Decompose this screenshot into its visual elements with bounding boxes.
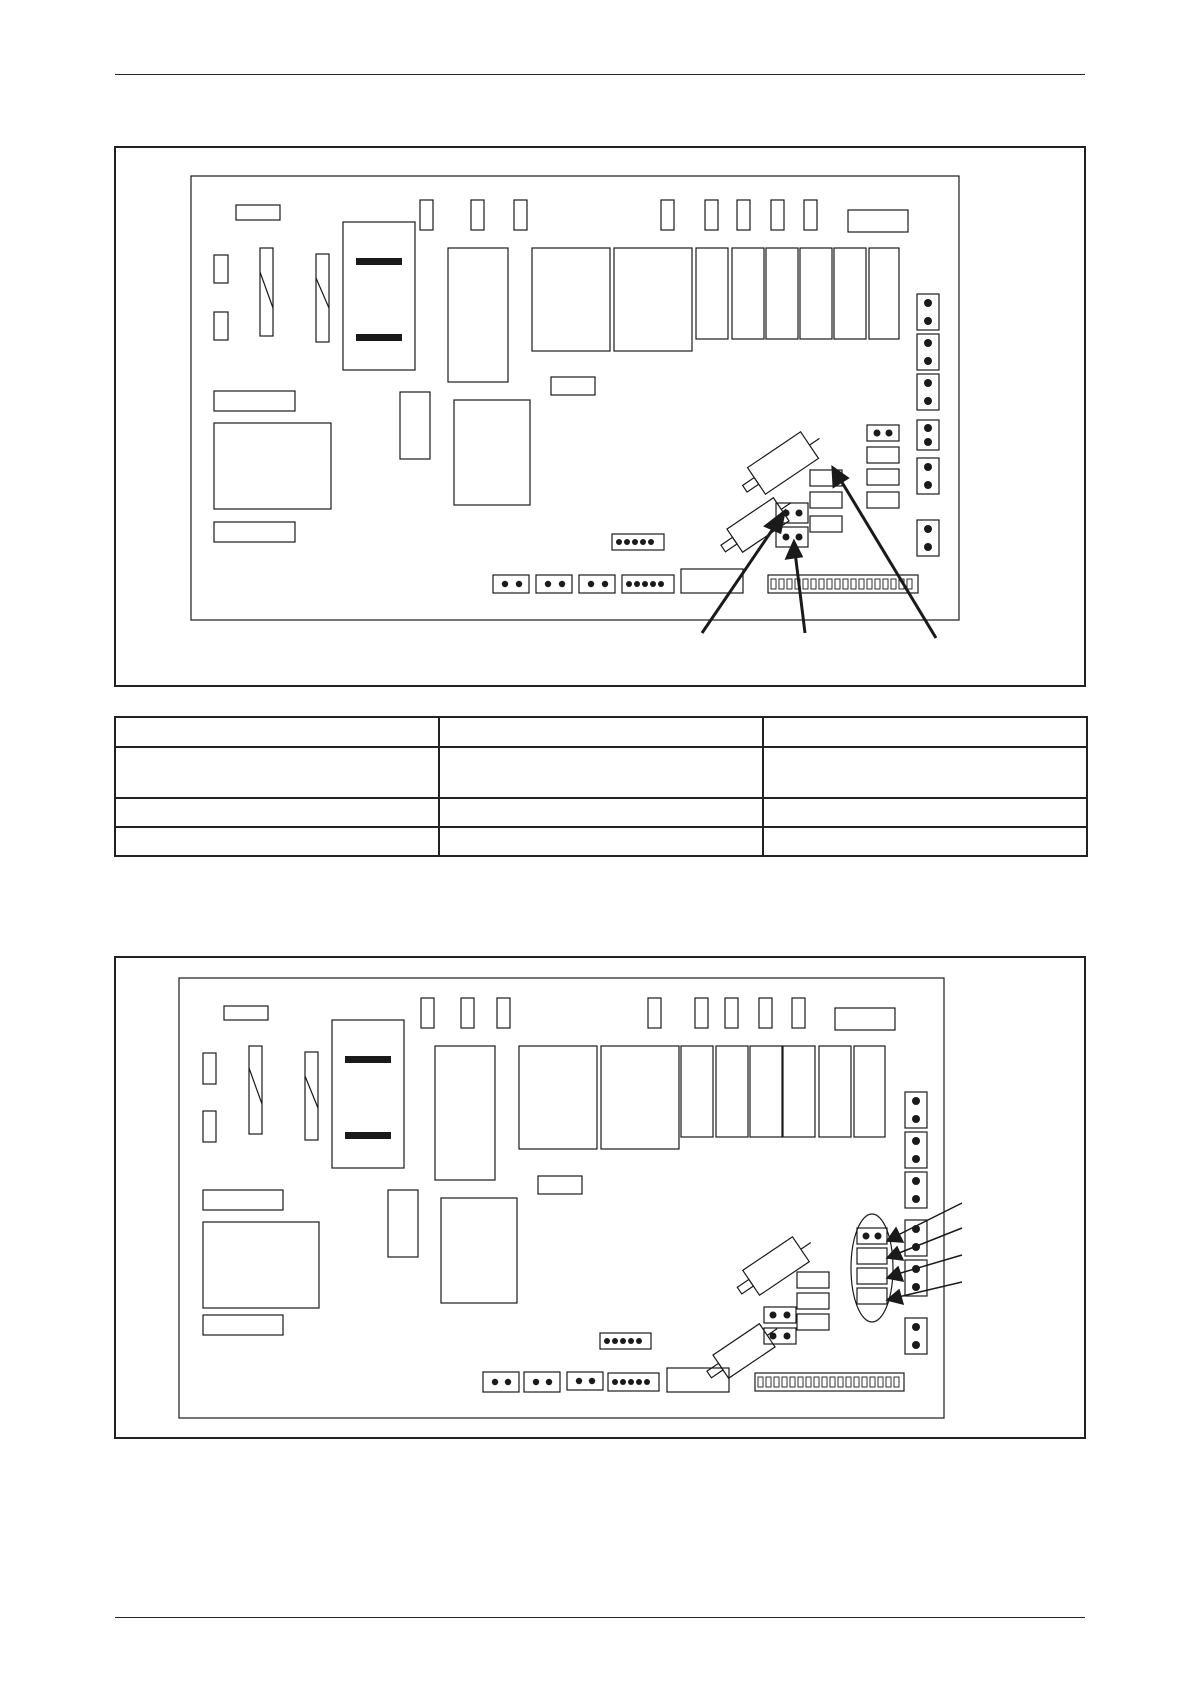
relay xyxy=(783,1046,815,1137)
label-block xyxy=(203,1190,283,1210)
relay xyxy=(532,248,610,351)
fuse xyxy=(249,1046,262,1134)
relay-terminal xyxy=(759,998,772,1028)
header-rule xyxy=(115,74,1085,75)
connector xyxy=(524,1372,560,1392)
component-block xyxy=(214,423,331,509)
relay-terminal xyxy=(471,200,484,230)
table-row xyxy=(115,717,1087,747)
relay-terminal xyxy=(804,200,817,230)
connector xyxy=(536,575,572,593)
label-block xyxy=(551,377,595,395)
connector xyxy=(483,1372,519,1392)
relay xyxy=(766,248,798,339)
relay xyxy=(800,248,832,339)
relay xyxy=(834,248,866,339)
label-block xyxy=(214,391,295,411)
table-cell xyxy=(439,798,763,827)
connector xyxy=(567,1372,603,1390)
relay-terminal xyxy=(420,200,433,230)
label-block xyxy=(236,205,280,220)
relay xyxy=(854,1046,885,1137)
pcb-board xyxy=(179,978,944,1418)
dip-switch xyxy=(797,1293,829,1309)
component xyxy=(400,392,430,459)
relay xyxy=(519,1046,597,1149)
relay-terminal xyxy=(792,998,805,1028)
table-cell xyxy=(763,747,1087,798)
relay-terminal xyxy=(661,200,674,230)
arrow-line xyxy=(894,1282,962,1298)
figure-1-frame xyxy=(114,146,1086,687)
relay xyxy=(750,1046,782,1137)
dip-switch xyxy=(797,1272,829,1288)
table-cell xyxy=(115,827,439,856)
arrow-line xyxy=(894,1255,962,1275)
pcb-board xyxy=(191,176,959,620)
connector xyxy=(848,210,908,232)
relay-terminal xyxy=(771,200,784,230)
fuse xyxy=(316,254,329,342)
table-row xyxy=(115,798,1087,827)
dip-switch xyxy=(867,447,899,463)
component xyxy=(203,1111,216,1142)
relay xyxy=(601,1046,679,1149)
dip-switch xyxy=(857,1248,887,1264)
table-cell xyxy=(763,827,1087,856)
label-block xyxy=(224,1006,268,1020)
table-cell xyxy=(439,717,763,747)
relay-terminal xyxy=(421,998,434,1028)
component xyxy=(388,1190,418,1257)
component-block xyxy=(203,1222,319,1308)
arrow-line xyxy=(840,479,936,638)
component xyxy=(203,1053,216,1084)
pcb-diagram-1 xyxy=(116,148,1088,689)
transformer xyxy=(332,1020,404,1168)
relay xyxy=(819,1046,851,1137)
table-row xyxy=(115,827,1087,856)
relay-terminal xyxy=(725,998,738,1028)
relay xyxy=(681,1046,713,1137)
component-block xyxy=(454,400,530,505)
relay-terminal xyxy=(461,998,474,1028)
footer-rule xyxy=(115,1617,1085,1618)
relay xyxy=(435,1046,495,1180)
relay xyxy=(696,248,728,339)
table-cell xyxy=(763,798,1087,827)
connector xyxy=(579,575,615,593)
relay-terminal xyxy=(514,200,527,230)
dip-switch xyxy=(810,492,842,508)
pcb-diagram-2 xyxy=(116,958,1088,1441)
dip-switch xyxy=(857,1288,887,1304)
label-block xyxy=(214,522,295,542)
relay xyxy=(869,248,899,339)
component xyxy=(214,255,228,283)
transformer xyxy=(343,222,415,370)
jumper-header xyxy=(764,1307,796,1323)
relay xyxy=(732,248,764,339)
dip-switch xyxy=(797,1314,829,1330)
relay-terminal xyxy=(648,998,661,1028)
figure-2-frame xyxy=(114,956,1086,1439)
connector xyxy=(493,575,529,593)
table-cell xyxy=(439,827,763,856)
table-cell xyxy=(115,717,439,747)
jumper-header xyxy=(867,425,899,441)
table-cell xyxy=(439,747,763,798)
relay xyxy=(448,248,508,382)
table-cell xyxy=(115,798,439,827)
relay-terminal xyxy=(695,998,708,1028)
label-block xyxy=(203,1315,283,1335)
relay-terminal xyxy=(497,998,510,1028)
relay xyxy=(716,1046,748,1137)
connector xyxy=(681,569,743,593)
dip-switch xyxy=(867,469,899,485)
fuse xyxy=(260,248,273,336)
table-row xyxy=(115,747,1087,798)
table-cell xyxy=(763,717,1087,747)
relay xyxy=(614,248,692,351)
dip-switch xyxy=(867,492,899,508)
component xyxy=(214,312,228,340)
relay-terminal xyxy=(737,200,750,230)
component-block xyxy=(441,1198,517,1303)
table-cell xyxy=(115,747,439,798)
relay-terminal xyxy=(705,200,718,230)
jumper-header xyxy=(857,1228,887,1244)
label-block xyxy=(538,1176,582,1194)
connector xyxy=(835,1008,895,1030)
ribbon-connector xyxy=(755,1373,904,1391)
fuse xyxy=(305,1052,318,1140)
dip-switch xyxy=(857,1268,887,1284)
settings-table xyxy=(114,716,1088,857)
jumper-header xyxy=(764,1328,796,1344)
dip-switch xyxy=(810,516,842,532)
